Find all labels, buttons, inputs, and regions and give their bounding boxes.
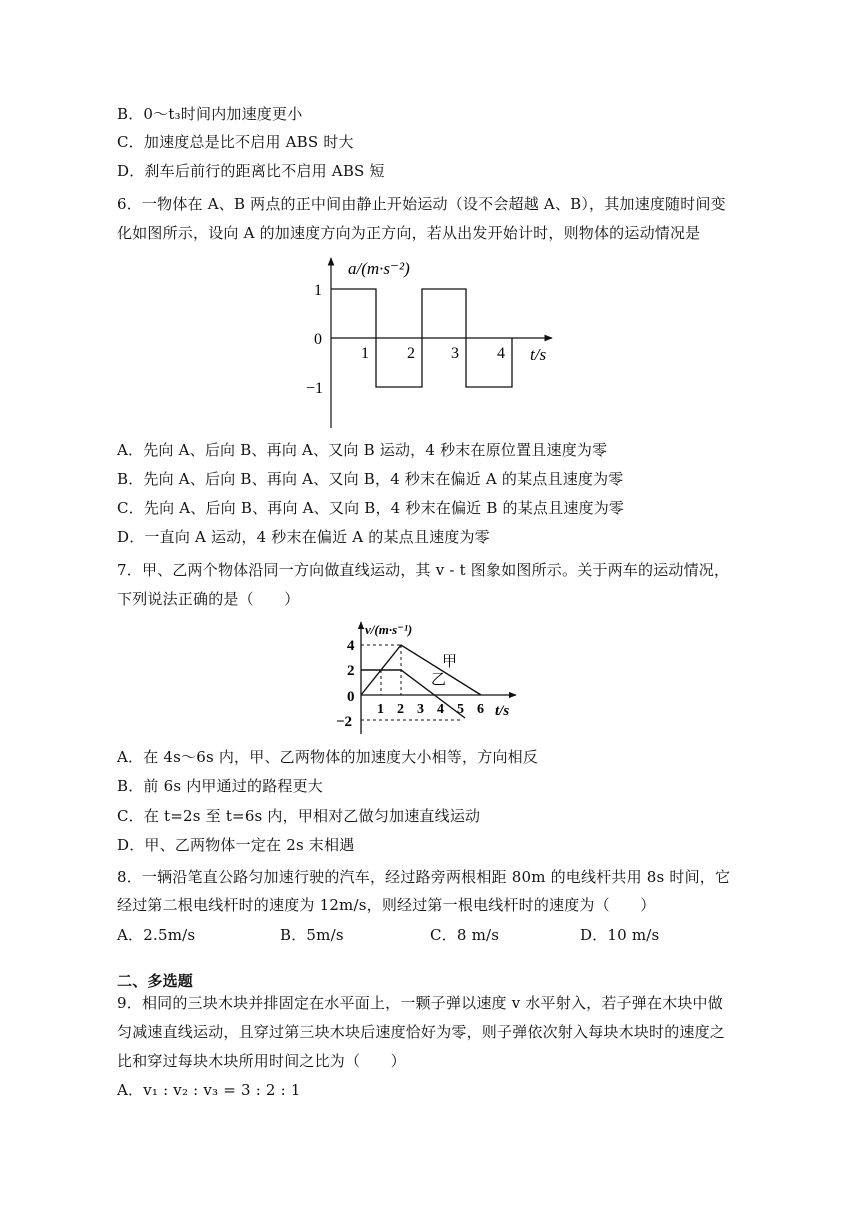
q9-stem-line3: 比和穿过每块木块所用时间之比为（ ） xyxy=(117,1052,406,1070)
q7-option-d: D．甲、乙两物体一定在 2s 末相遇 xyxy=(117,836,355,854)
q8-stem-line1: 8．一辆沿笔直公路匀加速行驶的汽车，经过路旁两根相距 80m 的电线杆共用 8s 时间，它 xyxy=(117,868,731,886)
q5-option-d: D．刹车后前行的距离比不启用 ABS 短 xyxy=(117,162,385,180)
q6-option-a: A．先向 A、后向 B、再向 A、又向 B 运动，4 秒末在原位置且速度为零 xyxy=(117,441,608,459)
q9-option-a: A．v₁ : v₂ : v₃ = 3 : 2 : 1 xyxy=(117,1081,301,1099)
q7-ytick-4: 4 xyxy=(347,638,355,654)
q6-xtick-4: 4 xyxy=(497,345,505,362)
q6-ytick-0: 0 xyxy=(314,331,322,348)
q7-label-jia: 甲 xyxy=(442,654,458,670)
q7-stem-line2: 下列说法正确的是（ ） xyxy=(117,590,300,608)
q8-option-b: B．5m/s xyxy=(280,926,344,944)
q6-ytick-neg1: −1 xyxy=(306,380,324,397)
q6-ylabel: a/(m·s⁻²) xyxy=(348,259,410,278)
q7-ytick-0: 0 xyxy=(347,689,355,705)
q8-option-d: D．10 m/s xyxy=(580,926,660,944)
q7-option-c: C．在 t=2s 至 t=6s 内，甲相对乙做匀加速直线运动 xyxy=(117,807,481,825)
q7-xlabel: t/s xyxy=(495,703,510,719)
q7-ytick-2: 2 xyxy=(347,663,355,679)
q6-stem-line2: 化如图所示，设向 A 的加速度方向为正方向，若从出发开始计时，则物体的运动情况是 xyxy=(117,224,701,242)
q8-stem-line2: 经过第二根电线杆时的速度为 12m/s，则经过第一根电线杆时的速度为（ ） xyxy=(117,896,656,914)
q5-option-b: B．0～t₃时间内加速度更小 xyxy=(117,105,303,123)
q6-xtick-3: 3 xyxy=(451,345,459,362)
q8-option-c: C．8 m/s xyxy=(430,926,500,944)
q7-xtick-6: 6 xyxy=(477,702,484,717)
q7-ytick-neg2: −2 xyxy=(336,714,353,730)
q7-option-b: B．前 6s 内甲通过的路程更大 xyxy=(117,777,324,795)
q7-xtick-1: 1 xyxy=(377,702,384,717)
q7-xtick-4: 4 xyxy=(437,702,444,717)
q7-xtick-3: 3 xyxy=(417,702,424,717)
q9-stem-line1: 9．相同的三块木块并排固定在水平面上，一颗子弹以速度 v 水平射入，若子弹在木块中做 xyxy=(117,994,723,1012)
q7-ylabel: v/(m·s⁻¹) xyxy=(365,622,413,637)
q7-velocity-time-graph xyxy=(332,618,532,736)
q6-option-c: C．先向 A、后向 B、再向 A、又向 B，4 秒末在偏近 B 的某点且速度为零 xyxy=(117,499,625,517)
q5-option-c: C．加速度总是比不启用 ABS 时大 xyxy=(117,133,354,151)
q6-xlabel: t/s xyxy=(530,345,547,364)
q6-ytick-1: 1 xyxy=(314,282,322,299)
q6-option-b: B．先向 A、后向 B、再向 A、又向 B，4 秒末在偏近 A 的某点且速度为零 xyxy=(117,470,624,488)
q6-xtick-2: 2 xyxy=(407,345,415,362)
q7-stem-line1: 7．甲、乙两个物体沿同一方向做直线运动，其 v - t 图象如图所示。关于两车的运动情况， xyxy=(117,561,730,579)
q6-acceleration-time-graph xyxy=(290,252,560,432)
q6-xtick-1: 1 xyxy=(361,345,369,362)
q7-xtick-2: 2 xyxy=(397,702,404,717)
q7-label-yi: 乙 xyxy=(431,672,447,688)
q6-stem-line1: 6．一物体在 A、B 两点的正中间由静止开始运动（设不会超越 A、B），其加速度随时间变 xyxy=(117,195,726,213)
section-multiple-choice-title: 二、多选题 xyxy=(117,972,194,990)
q8-option-a: A．2.5m/s xyxy=(117,926,196,944)
q6-option-d: D．一直向 A 运动，4 秒末在偏近 A 的某点且速度为零 xyxy=(117,528,490,546)
q9-stem-line2: 匀减速直线运动，且穿过第三块木块后速度恰好为零，则子弹依次射入每块木块时的速度之 xyxy=(117,1023,726,1041)
q7-option-a: A．在 4s～6s 内，甲、乙两物体的加速度大小相等，方向相反 xyxy=(117,748,539,766)
q7-xtick-5: 5 xyxy=(457,702,464,717)
